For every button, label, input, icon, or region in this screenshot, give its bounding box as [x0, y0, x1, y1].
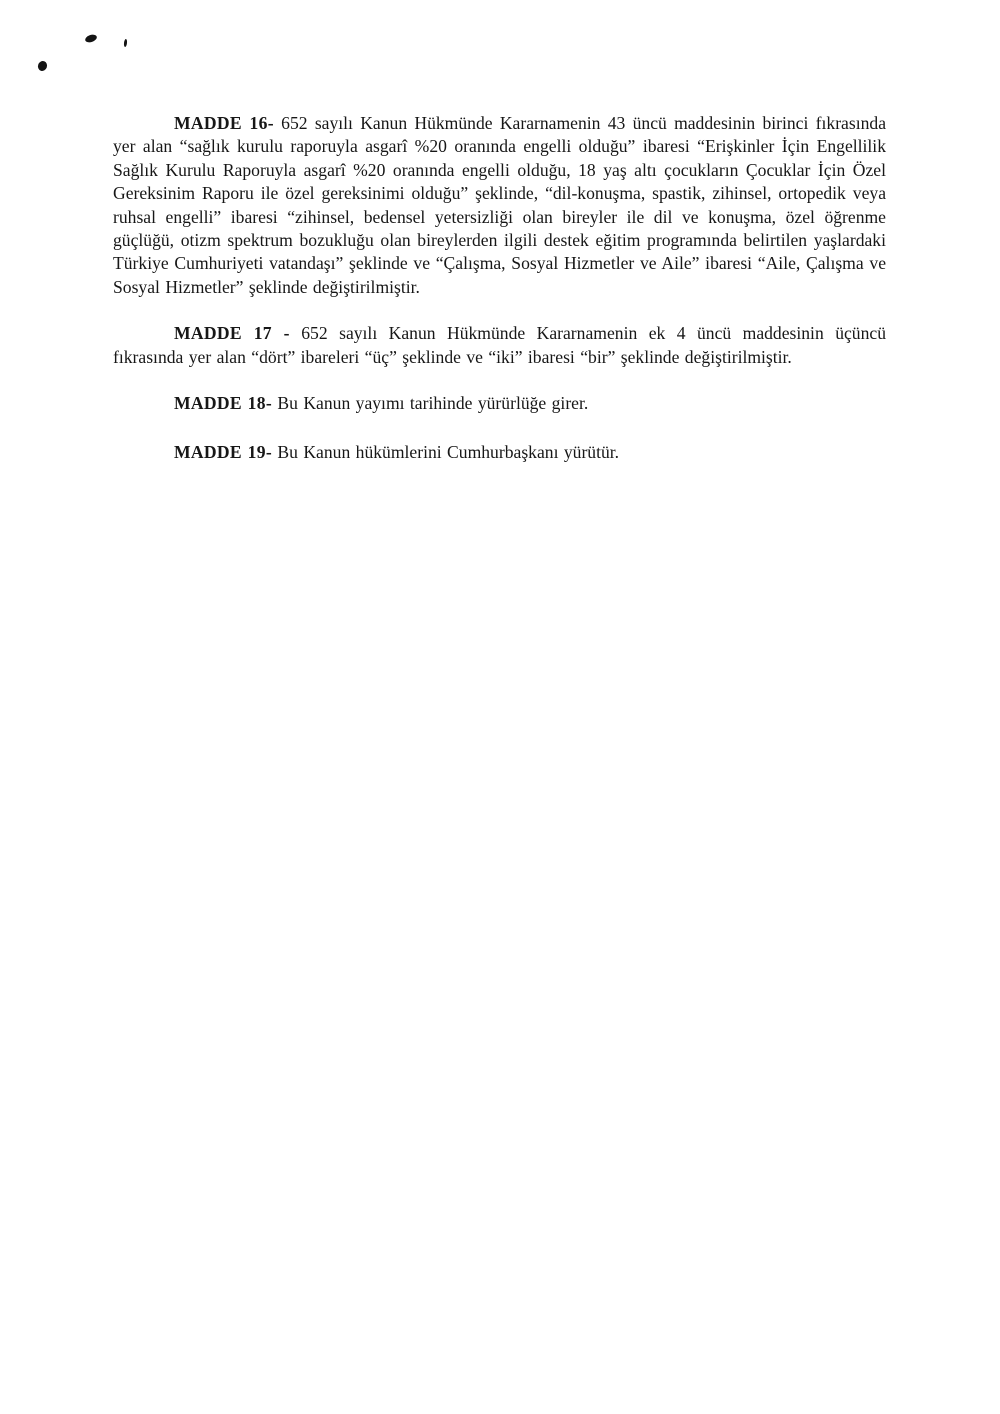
madde-17-label: MADDE 17 - — [174, 323, 290, 344]
madde-19-body: Bu Kanun hükümlerini Cumhurbaşkanı yürütür. — [272, 442, 620, 463]
paragraph-madde-17 — [113, 322, 886, 369]
madde-19-label: MADDE 19- — [174, 442, 273, 463]
paragraph-madde-19 — [113, 441, 886, 464]
ink-speck — [124, 39, 128, 47]
madde-16-label: MADDE 16- — [174, 113, 274, 133]
ink-speck — [37, 60, 49, 72]
paragraph-madde-18 — [113, 392, 886, 415]
document-text-block — [113, 112, 886, 491]
madde-18-body: Bu Kanun yayımı tarihinde yürürlüğe girer. — [272, 393, 589, 414]
madde-16-body: 652 sayılı Kanun Hükmünde Kararnamenin 43 üncü maddesinin birinci fıkrasında yer alan “sağlık kurulu raporuyla asgarî %20 oranında engelli olduğu” ibaresi “Erişkinler İçin Engellilik Sağlık Kurulu Raporuyla asgarî %20 oranında engelli olduğu, 18 yaş altı çocukların Çocuklar İçin Özel Gereksinim Raporu ile özel gereksinimi olduğu” şeklinde, “dil-konuşma, spastik, zihinsel, ortopedik veya ruhsal engelli” ibaresi “zihinsel, bedensel yetersizliği olan bireyler ile dil ve konuşma, özel öğrenme güçlüğü, otizm spektrum bozukluğu olan bireylerden ilgili destek eğitim programında belirtilen yaşlardaki Türkiye Cumhuriyeti vatandaşı” şeklinde ve “Çalışma, Sosyal Hizmetler ve Aile” ibaresi “Aile, Çalışma ve Sosyal Hizmetler” şeklinde değiştirilmiştir. — [113, 113, 886, 297]
madde-17-body: 652 sayılı Kanun Hükmünde Kararnamenin ek 4 üncü maddesinin üçüncü fıkrasında yer alan “dört” ibareleri “üç” şeklinde ve “iki” ibaresi “bir” şeklinde değiştirilmiştir. — [113, 323, 886, 367]
ink-speck — [84, 33, 98, 43]
paragraph-madde-16 — [113, 112, 886, 299]
madde-18-label: MADDE 18- — [174, 393, 273, 414]
